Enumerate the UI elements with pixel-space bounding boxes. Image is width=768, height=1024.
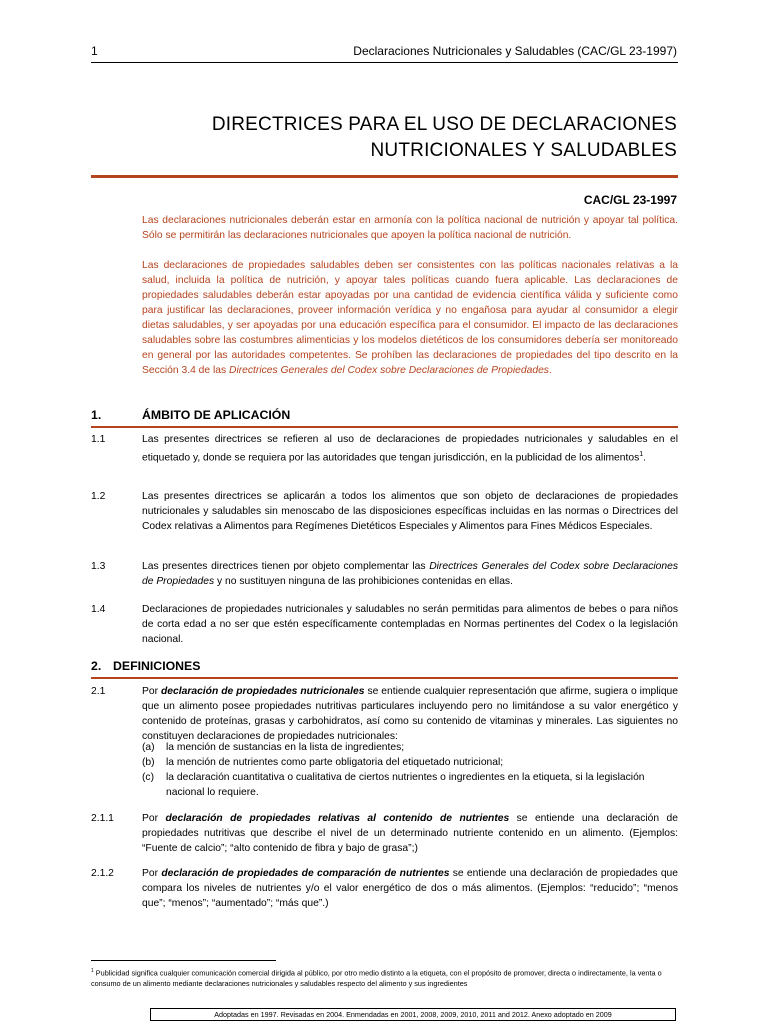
item-2-1-post: se entiende cualquier representación que afirme, sugiera o implique que un alimento posee propiedades nutritivas particulares incluyendo pero no limitándose a su valor energético y contenido de proteínas, grasas y carbohidratos, así como su contenido de vitaminas y minerales. Las siguientes no constituyen declaraciones de propiedades nutricionales: bbox=[142, 686, 679, 742]
section-1-divider bbox=[91, 426, 678, 428]
item-number: 2.1 bbox=[91, 686, 106, 697]
title-line-2: NUTRICIONALES Y SALUDABLES bbox=[370, 140, 677, 161]
item-1-2-text: Las presentes directrices se aplicarán a todos los alimentos que son objeto de declaraciones de propiedades nutricionales y saludables sin menoscabo de las disposiciones específicas incluidas en las normas o Directrices del Codex relativas a Alimentos para Regímenes Dietéticos Especiales y Alimentos para Fines Médicos Especiales. bbox=[142, 491, 678, 532]
item-2-1-term: declaración de propiedades nutricionales bbox=[161, 686, 365, 697]
item-number: 1.3 bbox=[91, 561, 106, 572]
item-1-1-body: Las presentes directrices se refieren al uso de declaraciones de propiedades nutricionales y saludables en el etiquetado y, donde se requiera por las autoridades que tengan jurisdicción, en la publicidad de los alimentos bbox=[142, 434, 678, 464]
item-2-1-2-text bbox=[142, 866, 678, 911]
list-marker: (b) bbox=[142, 757, 155, 768]
document-title bbox=[117, 112, 677, 164]
item-2-1-1-text bbox=[142, 811, 678, 856]
item-2-1-2-term: declaración de propiedades de comparación de nutrientes bbox=[161, 868, 450, 879]
item-number: 2.1.1 bbox=[91, 813, 114, 824]
list-marker: (a) bbox=[142, 742, 155, 753]
item-1-3-post: y no sustituyen ninguna de las prohibiciones contenidas en ellas. bbox=[214, 576, 513, 587]
section-2-divider bbox=[91, 677, 678, 679]
section-2-heading bbox=[91, 659, 200, 673]
footnote-divider bbox=[91, 960, 276, 961]
item-2-1-pre: Por bbox=[142, 686, 161, 697]
footnote-text: Publicidad significa cualquier comunicación comercial dirigida al público, por otro medio distinto a la etiqueta, con el propósito de promover, directa o indirectamente, la venta o consumo de un alimento mediante declaraciones nutricionales y saludables respecto del alimento y sus ingredientes bbox=[91, 968, 662, 989]
item-1-3-italic: Directrices Generales del Codex sobre Declaraciones de Propiedades bbox=[142, 561, 678, 587]
item-1-4-text: Declaraciones de propiedades nutricionales y saludables no serán permitidas para alimentos de bebes o para niños de corta edad a no ser que estén específicamente contempladas en Normas pertinentes del Codex o la legislación nacional. bbox=[142, 604, 678, 645]
section-2-number: 2. bbox=[91, 659, 102, 673]
list-text: la mención de nutrientes como parte obligatoria del etiquetado nutricional; bbox=[166, 757, 504, 768]
item-number: 1.4 bbox=[91, 604, 106, 615]
running-header-title: Declaraciones Nutricionales y Saludables (CAC/GL 23-1997) bbox=[353, 44, 677, 58]
item-2-1-text bbox=[142, 684, 678, 744]
adoption-note: Adoptadas en 1997. Revisadas en 2004. Enmendadas en 2001, 2008, 2009, 2010, 2011 and 2012. Anexo adoptado en 2009 bbox=[150, 1008, 676, 1021]
title-divider bbox=[91, 175, 678, 178]
list-item bbox=[142, 740, 678, 755]
intro-p2-italic: Directrices Generales del Codex sobre Declaraciones de Propiedades bbox=[229, 365, 549, 376]
section-1-title: ÁMBITO DE APLICACIÓN bbox=[142, 408, 291, 422]
item-1-1-text bbox=[142, 432, 678, 465]
footnote-marker: 1 bbox=[91, 968, 94, 974]
item-number: 1.2 bbox=[91, 491, 106, 502]
list-marker: (c) bbox=[142, 772, 155, 783]
intro-p2-end: . bbox=[548, 365, 552, 376]
list-item bbox=[142, 770, 678, 800]
section-1-number: 1. bbox=[91, 408, 102, 422]
item-2-1-1-pre: Por bbox=[142, 813, 166, 824]
intro-p2-text: Las declaraciones de propiedades saludables deben ser consistentes con las políticas nacionales relativas a la salud, incluida la política de nutrición, y apoyar tales políticas cuando fuera aplicable. Las declaraciones de propiedades saludables deberán estar apoyadas por una cantidad de evidencia científica válida y suficiente como para justificar las declaraciones, proveer información verídica y no engañosa para ayudar al consumidor a elegir dietas saludables, y ser apoyadas por una educación específica para el consumidor. El impacto de las declaraciones saludables sobre las costumbres alimenticias y los modelos dietéticos de los consumidores debería ser monitoreado en general por las autoridades competentes. Se prohíben las declaraciones de propiedades del tipo descrito en la Sección 3.4 de las bbox=[142, 260, 678, 376]
intro-paragraph-1: Las declaraciones nutricionales deberán estar en armonía con la política nacional de nutrición y apoyar tal política. Sólo se permitirán las declaraciones nutricionales que apoyen la política nacional de nutrición. bbox=[142, 215, 678, 241]
item-2-1-list bbox=[142, 740, 678, 800]
footnote-ref[interactable]: 1 bbox=[639, 451, 644, 458]
header-divider bbox=[91, 62, 678, 63]
item-2-1-1-term: declaración de propiedades relativas al contenido de nutrientes bbox=[165, 813, 510, 824]
item-1-1-end: . bbox=[643, 452, 647, 464]
page-number: 1 bbox=[91, 44, 98, 58]
section-2-title: DEFINICIONES bbox=[113, 659, 201, 673]
item-2-1-2-post: se entiende una declaración de propiedades que compara los niveles de nutrientes y/o el valor energético de dos o más alimentos. (Ejemplos: “reducido”; “menos que”; “menos”; “aumentado”; “más que”.) bbox=[142, 868, 678, 909]
item-number: 2.1.2 bbox=[91, 868, 114, 879]
list-text: la mención de sustancias en la lista de ingredientes; bbox=[166, 742, 405, 753]
item-2-1-2-pre: Por bbox=[142, 868, 162, 879]
intro-paragraph-2 bbox=[142, 258, 678, 378]
document-code: CAC/GL 23-1997 bbox=[583, 193, 677, 207]
section-1-heading bbox=[91, 408, 290, 422]
item-number: 1.1 bbox=[91, 434, 106, 445]
list-text: la declaración cuantitativa o cualitativa de ciertos nutrientes o ingredientes en la etiqueta, si la legislación nacional lo requiere. bbox=[166, 772, 645, 798]
title-line-1: DIRECTRICES PARA EL USO DE DECLARACIONES bbox=[211, 114, 677, 135]
footnote bbox=[91, 966, 678, 989]
item-2-1-1-post: se entiende una declaración de propiedades nutritivas que describe el nivel de un determinado nutriente contenido en un alimento. (Ejemplos: “Fuente de calcio”; “alto contenido de fibra y bajo de grasa”;) bbox=[142, 813, 679, 854]
item-1-3-pre: Las presentes directrices tienen por objeto complementar las bbox=[142, 561, 430, 572]
item-1-3-text bbox=[142, 559, 678, 589]
list-item bbox=[142, 755, 678, 770]
